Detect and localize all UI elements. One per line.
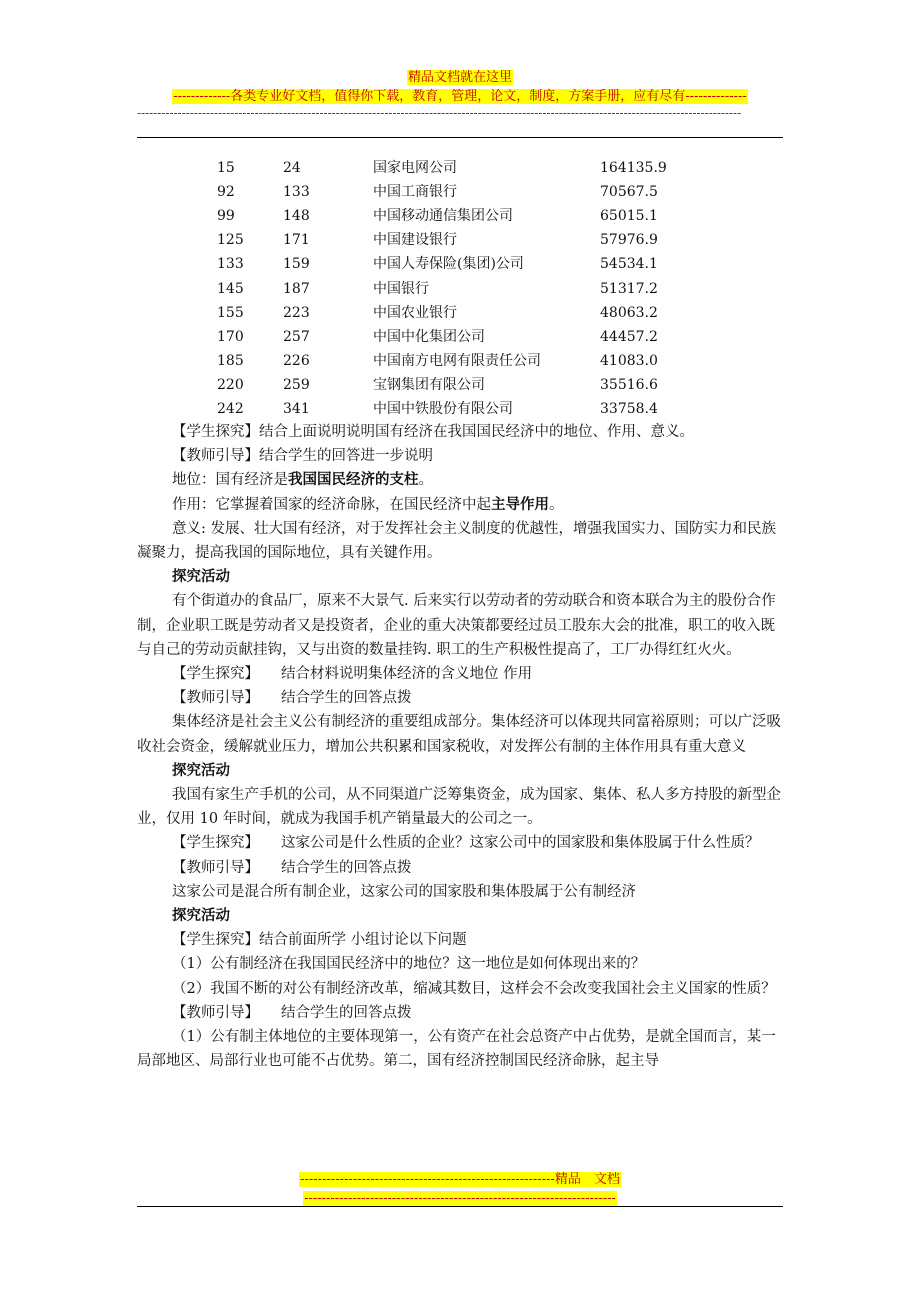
table-cell-name: 中国农业银行 [373,304,457,321]
paragraph: 【学生探究】结合前面所学 小组讨论以下问题 [172,932,467,949]
company-ranking-table [217,156,700,421]
table-cell-value: 70567.5 [600,184,658,201]
table-cell-a: 133 [217,256,244,273]
table-cell-b: 259 [283,376,310,393]
table-cell-name: 中国人寿保险(集团)公司 [373,256,524,273]
table-cell-value: 54534.1 [600,256,658,273]
table-row [217,373,700,397]
paragraph: 【学生探究】结合上面说明说明国有经济在我国国民经济中的地位、作用、意义。 [172,424,694,440]
table-row [217,180,700,204]
table-cell-name: 中国工商银行 [373,184,457,201]
table-cell-name: 中国南方电网有限责任公司 [373,352,541,369]
document-body [137,420,784,1073]
paragraph: 有个街道办的食品厂，原来不大景气. 后来实行以劳动者的劳动联合和资本联合为主的股份合作制，企业职工既是劳动者又是投资者，企业的重大决策都要经过员工股东大会的批准，职工的收入既与自己的劳动贡献挂钩，又与出资的数量挂钩. 职工的生产积极性提高了，工厂办得红红火火。 [137,593,776,658]
section-heading: 探究活动 [172,907,230,925]
paragraph: （2）我国不断的对公有制经济改革，缩减其数目，这样会不会改变我国社会主义国家的性质？ [172,980,776,997]
paragraph: 意义: 发展、壮大国有经济，对于发挥社会主义制度的优越性，增强我国实力、国防实力和民族凝聚力，提高我国的国际地位，具有关键作用。 [137,520,776,562]
paragraph: 作用：它掌握着国家的经济命脉，在国民经济中起主导作用。 [172,495,564,513]
table-cell-name: 中国中铁股份有限公司 [373,400,513,417]
table-cell-a: 155 [217,304,244,321]
table-cell-value: 48063.2 [600,304,658,321]
paragraph: 【教师引导】结合学生的回答进一步说明 [172,448,433,465]
table-cell-value: 41083.0 [600,352,658,369]
table-cell-a: 145 [217,280,244,297]
table-cell-value: 65015.1 [600,208,658,225]
section-heading: 探究活动 [172,761,230,779]
footer-line-1: ----------------------------------------------------------精品 文档 [300,1172,620,1187]
table-cell-b: 226 [283,352,310,369]
table-row [217,204,700,228]
table-row [217,156,700,180]
table-cell-a: 242 [217,400,244,417]
table-row [217,228,700,252]
table-cell-b: 133 [283,184,310,201]
footer-line-1-wrap [0,1168,920,1188]
paragraph: 集体经济是社会主义公有制经济的重要组成部分。集体经济可以体现共同富裕原则；可以广泛吸收社会资金，缓解就业压力，增加公共积累和国家税收，对发挥公有制的主体作用具有重大意义 [137,714,781,755]
table-cell-b: 187 [283,280,310,297]
table-cell-a: 220 [217,376,244,393]
table-cell-a: 185 [217,352,244,369]
header-rule [137,137,783,138]
table-cell-a: 99 [217,208,235,225]
table-cell-a: 125 [217,232,244,249]
table-cell-value: 51317.2 [600,280,658,297]
paragraph: 地位：国有经济是我国国民经济的支柱。 [172,471,433,489]
table-cell-value: 57976.9 [600,232,658,249]
paragraph: 【学生探究】 这家公司是什么性质的企业？这家公司中的国家股和集体股属于什么性质？ [172,835,760,852]
table-row [217,325,700,349]
table-cell-name: 宝钢集团有限公司 [373,376,485,393]
table-cell-value: 164135.9 [600,160,667,177]
table-cell-b: 223 [283,304,310,321]
table-row [217,397,700,421]
table-cell-name: 中国移动通信集团公司 [373,208,513,225]
table-cell-name: 中国中化集团公司 [373,328,485,345]
table-row [217,301,700,325]
table-cell-b: 24 [283,160,301,177]
paragraph: 我国有家生产手机的公司，从不同渠道广泛筹集资金，成为国家、集体、私人多方持股的新型企业，仅用 10 年时间，就成为我国手机产销量最大的公司之一。 [137,787,781,828]
table-cell-b: 159 [283,256,310,273]
paragraph: 【教师引导】 结合学生的回答点拨 [172,1004,412,1021]
header-subtitle-wrap [0,85,920,105]
footer-rule [137,1206,783,1207]
table-cell-value: 33758.4 [600,400,658,417]
header-title-wrap [0,66,920,86]
table-cell-b: 171 [283,232,310,249]
table-row [217,276,700,300]
paragraph: 【教师引导】 结合学生的回答点拨 [172,859,412,876]
paragraph: （1）公有制主体地位的主要体现第一，公有资产在社会总资产中占优势，是就全国而言，某一局部地区、局部行业也可能不占优势。第二，国有经济控制国民经济命脉，起主导 [137,1029,776,1070]
table-cell-b: 341 [283,400,310,417]
table-cell-b: 148 [283,208,310,225]
section-heading: 探究活动 [172,568,230,586]
table-cell-name: 国家电网公司 [373,160,457,177]
table-cell-a: 170 [217,328,244,345]
table-cell-name: 中国建设银行 [373,232,457,249]
table-row [217,252,700,276]
paragraph: 这家公司是混合所有制企业，这家公司的国家股和集体股属于公有制经济 [172,883,636,900]
footer-line-2-wrap [0,1187,920,1207]
table-cell-value: 35516.6 [600,376,658,393]
table-cell-name: 中国银行 [373,280,429,297]
paragraph: 【学生探究】 结合材料说明集体经济的含义地位 作用 [172,666,533,683]
table-cell-a: 92 [217,184,235,201]
header-subtitle: -------------各类专业好文档，值得你下载，教育，管理，论文，制度，方案手册，应有尽有-------------- [173,89,747,104]
paragraph: 【教师引导】 结合学生的回答点拨 [172,690,412,707]
header-dashes: ----------------------------------------------------------------------------------------------------------------------------------------------------- [137,106,742,120]
paragraph: （1）公有制经济在我国国民经济中的地位？这一地位是如何体现出来的？ [172,956,646,973]
table-cell-b: 257 [283,328,310,345]
table-row [217,349,700,373]
table-cell-value: 44457.2 [600,328,658,345]
table-cell-a: 15 [217,160,235,177]
footer-line-2: ----------------------------------------------------------------------- [304,1191,616,1206]
header-title: 精品文档就在这里 [407,70,512,85]
